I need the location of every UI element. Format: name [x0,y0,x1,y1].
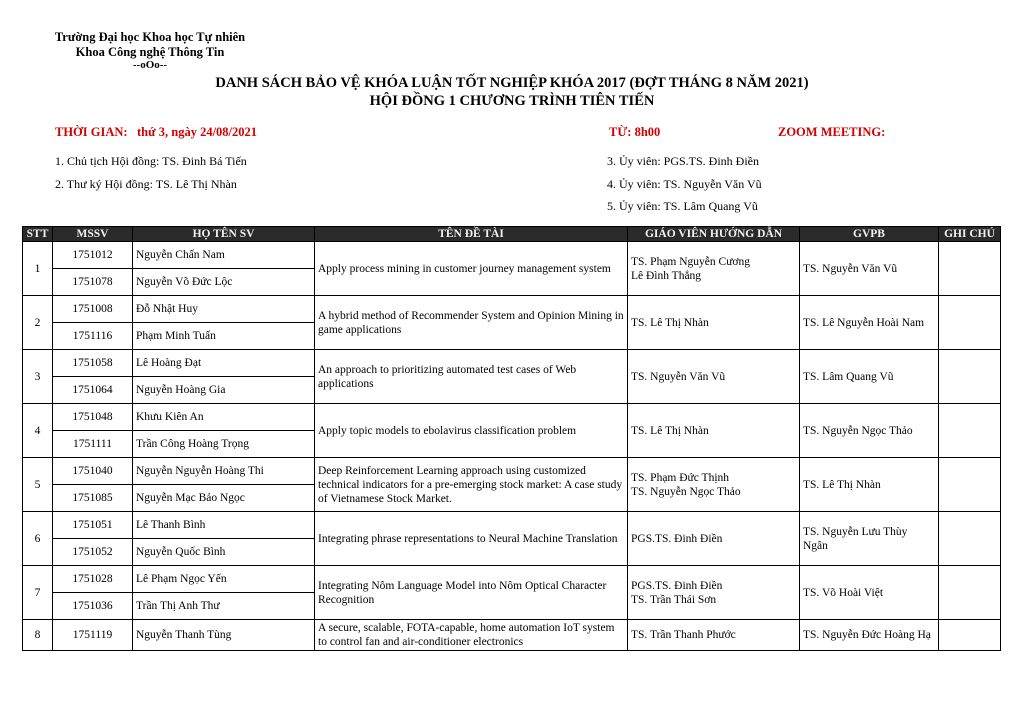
student-id: 1751040 [53,458,133,485]
table-body [23,242,1001,651]
table-row [23,566,1001,593]
student-id: 1751085 [53,485,133,512]
council-secretary: 2. Thư ký Hội đồng: TS. Lê Thị Nhàn [55,177,237,191]
student-name: Khưu Kiên An [133,404,315,431]
student-name: Nguyễn Hoàng Gia [133,377,315,404]
note [939,350,1001,404]
council-member-4: 4. Ủy viên: TS. Nguyễn Văn Vũ [607,177,762,191]
advisor: TS. Trần Thanh Phước [628,620,800,651]
header-topic: TÊN ĐỀ TÀI [315,227,628,242]
thesis-topic: Deep Reinforcement Learning approach using customized technical indicators for a pre-emerging stock market: A case study of Vietnamese Stock Market. [315,458,628,512]
row-stt: 6 [23,512,53,566]
council-chair: 1. Chủ tịch Hội đồng: TS. Đinh Bá Tiến [55,154,247,168]
reviewer: TS. Nguyễn Văn Vũ [800,242,939,296]
student-name: Lê Hoàng Đạt [133,350,315,377]
table-row [23,512,1001,539]
reviewer: TS. Lê Thị Nhàn [800,458,939,512]
student-id: 1751119 [53,620,133,651]
thesis-topic: Apply process mining in customer journey management system [315,242,628,296]
row-stt: 8 [23,620,53,651]
student-name: Trần Thị Anh Thư [133,593,315,620]
row-stt: 7 [23,566,53,620]
advisor: PGS.TS. Đinh Điền [628,512,800,566]
header-advisor: GIÁO VIÊN HƯỚNG DẪN [628,227,800,242]
student-id: 1751111 [53,431,133,458]
advisor: TS. Phạm Đức Thịnh TS. Nguyễn Ngọc Thảo [628,458,800,512]
student-name: Đỗ Nhật Huy [133,296,315,323]
note [939,242,1001,296]
table-row [23,404,1001,431]
zoom-meeting-label: ZOOM MEETING: [778,125,886,139]
student-id: 1751048 [53,404,133,431]
document-title: DANH SÁCH BẢO VỆ KHÓA LUẬN TỐT NGHIỆP KHÓA 2017 (ĐỢT THÁNG 8 NĂM 2021) [215,75,809,91]
student-id: 1751116 [53,323,133,350]
student-name: Nguyễn Quốc Bình [133,539,315,566]
reviewer: TS. Nguyễn Lưu Thùy Ngân [800,512,939,566]
note [939,404,1001,458]
university-name: Trường Đại học Khoa học Tự nhiên [54,30,246,44]
header-reviewer: GVPB [800,227,939,242]
council-member-5: 5. Ủy viên: TS. Lâm Quang Vũ [607,199,758,213]
student-id: 1751064 [53,377,133,404]
header-student-name: HỌ TÊN SV [133,227,315,242]
advisor: TS. Phạm Nguyễn Cương Lê Đình Thắng [628,242,800,296]
row-stt: 4 [23,404,53,458]
advisor: TS. Lê Thị Nhàn [628,404,800,458]
student-name: Nguyễn Thanh Tùng [133,620,315,651]
thesis-topic: A hybrid method of Recommender System and Opinion Mining in game applications [315,296,628,350]
header-stt: STT [23,227,53,242]
student-id: 1751028 [53,566,133,593]
advisor: PGS.TS. Đinh Điền TS. Trần Thái Sơn [628,566,800,620]
thesis-topic: Integrating phrase representations to Neural Machine Translation [315,512,628,566]
table-header-row [23,227,1001,242]
student-id: 1751051 [53,512,133,539]
council-title: HỘI ĐỒNG 1 CHƯƠNG TRÌNH TIÊN TIẾN [369,93,655,109]
row-stt: 5 [23,458,53,512]
table-row [23,242,1001,269]
advisor: TS. Lê Thị Nhàn [628,296,800,350]
student-id: 1751008 [53,296,133,323]
table-row [23,350,1001,377]
student-id: 1751036 [53,593,133,620]
student-id: 1751012 [53,242,133,269]
student-name: Trần Công Hoàng Trọng [133,431,315,458]
student-id: 1751052 [53,539,133,566]
note [939,566,1001,620]
row-stt: 2 [23,296,53,350]
thesis-topic: A secure, scalable, FOTA-capable, home automation IoT system to control fan and air-conditioner electronics [315,620,628,651]
time-label: THỜI GIAN: [55,125,128,139]
thesis-topic: Apply topic models to ebolavirus classification problem [315,404,628,458]
header-note: GHI CHÚ [939,227,1001,242]
row-stt: 3 [23,350,53,404]
student-id: 1751078 [53,269,133,296]
thesis-topic: Integrating Nôm Language Model into Nôm Optical Character Recognition [315,566,628,620]
table-row [23,620,1001,651]
student-id: 1751058 [53,350,133,377]
student-name: Phạm Minh Tuấn [133,323,315,350]
note [939,512,1001,566]
council-member-3: 3. Ủy viên: PGS.TS. Đinh Điền [607,154,760,168]
advisor: TS. Nguyễn Văn Vũ [628,350,800,404]
student-name: Nguyễn Mạc Bảo Ngọc [133,485,315,512]
student-name: Nguyễn Võ Đức Lộc [133,269,315,296]
reviewer: TS. Nguyễn Đức Hoàng Hạ [800,620,939,651]
note [939,458,1001,512]
table-row [23,296,1001,323]
faculty-name: Khoa Công nghệ Thông Tin [75,45,225,59]
date-value: thứ 3, ngày 24/08/2021 [137,125,258,139]
student-name: Nguyễn Nguyễn Hoàng Thi [133,458,315,485]
student-name: Lê Thanh Bình [133,512,315,539]
note [939,620,1001,651]
table-row [23,458,1001,485]
ornament: --oOo-- [132,59,168,71]
reviewer: TS. Lâm Quang Vũ [800,350,939,404]
note [939,296,1001,350]
student-name: Nguyễn Chấn Nam [133,242,315,269]
reviewer: TS. Lê Nguyễn Hoài Nam [800,296,939,350]
defense-schedule-table [22,226,1001,651]
header-mssv: MSSV [53,227,133,242]
row-stt: 1 [23,242,53,296]
thesis-topic: An approach to prioritizing automated test cases of Web applications [315,350,628,404]
start-time: TỪ: 8h00 [609,125,661,139]
reviewer: TS. Võ Hoài Việt [800,566,939,620]
reviewer: TS. Nguyễn Ngọc Thảo [800,404,939,458]
student-name: Lê Phạm Ngọc Yến [133,566,315,593]
